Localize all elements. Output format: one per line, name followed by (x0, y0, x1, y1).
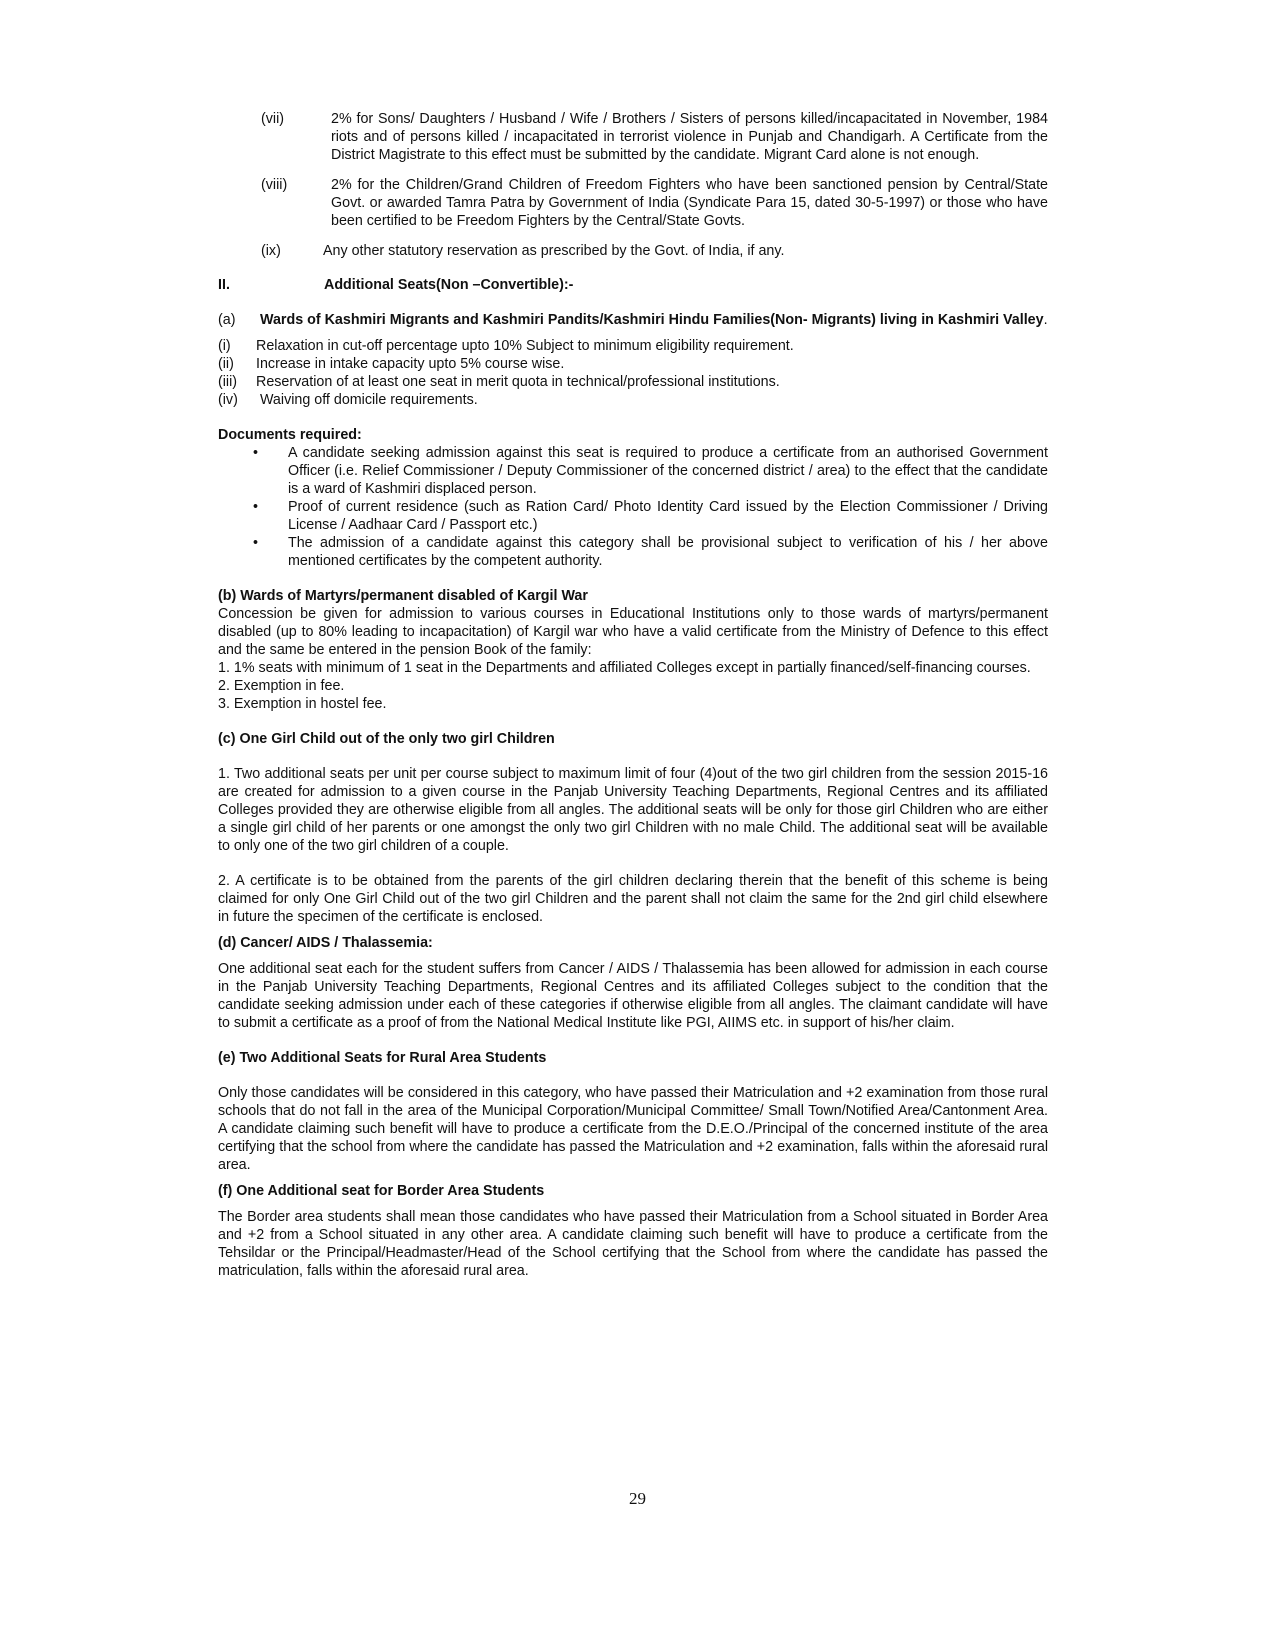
item-number: (ix) (261, 243, 281, 259)
item-text: Relaxation in cut-off percentage upto 10% Subject to minimum eligibility requirement. (256, 338, 794, 354)
kashmiri-benefits-list (218, 337, 1048, 409)
subsection-b-point: 3. Exemption in hostel fee. (218, 696, 387, 712)
item-number: (ii) (218, 356, 234, 372)
subsection-c (218, 730, 1048, 926)
subsection-d-text: One additional seat each for the student suffers from Cancer / AIDS / Thalassemia has been allowed for admission in each course in the Panjab University Teaching Departments, Regional Centres and its affiliated Colleges subject to the condition that the candidate seeking admission under each of these categories if otherwise eligible from all angles. The claimant candidate will have to submit a certificate as a proof of from the National Medical Institute like PGI, AIIMS etc. in support of his/her claim. (218, 961, 1048, 1031)
bullet-item (253, 534, 1048, 570)
subsection-b-heading: (b) Wards of Martyrs/permanent disabled of Kargil War (218, 588, 588, 604)
bullet-text: A candidate seeking admission against this seat is required to produce a certificate from an authorised Government Officer (i.e. Relief Commissioner / Deputy Commissioner of the concerned district / area) to the effect that the candidate is a ward of Kashmiri displaced person. (288, 445, 1048, 497)
bullet-icon: • (253, 445, 259, 461)
list-item (218, 355, 1048, 373)
subsection-a-heading (218, 311, 1048, 329)
item-number: (iv) (218, 392, 238, 408)
subsection-f-heading: (f) One Additional seat for Border Area Students (218, 1183, 545, 1199)
subsection-e (218, 1049, 1048, 1174)
item-text: 2% for Sons/ Daughters / Husband / Wife / Brothers / Sisters of persons killed/incapacitated in November, 1984 riots and of persons killed / incapacitated in terrorist violence in Punjab and Chandigarh. A Certificate from the District Magistrate to this effect must be submitted by the candidate. Migrant Card alone is not enough. (331, 111, 1048, 163)
subsection-title: Wards of Kashmiri Migrants and Kashmiri Pandits/Kashmiri Hindu Families(Non- Migrants) living in Kashmiri Valley (260, 312, 1044, 328)
bullet-icon: • (253, 535, 259, 551)
subsection-b-point: 1. 1% seats with minimum of 1 seat in the Departments and affiliated Colleges except in partially financed/self-financing courses. (218, 660, 1031, 676)
documents-list (253, 444, 1048, 570)
page-content (218, 110, 1048, 1280)
list-item-vii (261, 110, 1048, 164)
subsection-f (218, 1182, 1048, 1280)
section-title: Additional Seats(Non –Convertible):- (324, 277, 574, 293)
bullet-text: Proof of current residence (such as Ration Card/ Photo Identity Card issued by the Election Commissioner / Driving License / Aadhaar Card / Passport etc.) (288, 499, 1048, 533)
item-text: Increase in intake capacity upto 5% course wise. (256, 356, 565, 372)
list-item-ix (261, 242, 1048, 260)
subsection-b-point: 2. Exemption in fee. (218, 678, 345, 694)
documents-required-heading: Documents required: (218, 427, 362, 443)
subsection-e-heading: (e) Two Additional Seats for Rural Area Students (218, 1050, 547, 1066)
bullet-icon: • (253, 499, 259, 515)
subsection-c-heading: (c) One Girl Child out of the only two girl Children (218, 731, 555, 747)
list-item (218, 391, 1048, 409)
bullet-item (253, 444, 1048, 498)
item-text: Reservation of at least one seat in merit quota in technical/professional institutions. (256, 374, 780, 390)
subsection-e-text: Only those candidates will be considered in this category, who have passed their Matriculation and +2 examination from those rural schools that do not fall in the area of the Municipal Corporation/Municipal Committee/ Small Town/Notified Area/Cantonment Area. A candidate claiming such benefit will have to produce a certificate from the D.E.O./Principal of the concerned institute of the area certifying that the school from where the candidate has passed the Matriculation and +2 examination, falls within the aforesaid rural area. (218, 1085, 1048, 1173)
section-number: II. (218, 277, 230, 293)
item-number: (iii) (218, 374, 238, 390)
bullet-item (253, 498, 1048, 534)
item-text: Any other statutory reservation as prescribed by the Govt. of India, if any. (323, 243, 785, 259)
subsection-f-text: The Border area students shall mean those candidates who have passed their Matriculation from a School situated in Border Area and +2 from a School situated in any other area. A candidate claiming such benefit will have to produce a certificate from the Tehsildar or the Principal/Headmaster/Head of the School certifying that the School from where the candidate has passed the matriculation, falls within the aforesaid rural area. (218, 1209, 1048, 1279)
item-text: Waiving off domicile requirements. (256, 392, 478, 408)
subsection-d (218, 934, 1048, 1032)
subsection-b-intro: Concession be given for admission to various courses in Educational Institutions only to those wards of martyrs/permanent disabled (up to 80% leading to incapacitation) of Kargil war who have a valid certificate from the Ministry of Defence to this effect and the same be entered in the pension Book of the family: (218, 606, 1048, 658)
list-item (218, 373, 1048, 391)
item-number: (viii) (261, 177, 288, 193)
bullet-text: The admission of a candidate against this category shall be provisional subject to verification of his / her above mentioned certificates by the competent authority. (288, 535, 1048, 569)
item-text: 2% for the Children/Grand Children of Freedom Fighters who have been sanctioned pension by Central/State Govt. or awarded Tamra Patra by Government of India (Syndicate Para 15, dated 30-5-1997) or those who have been certified to be Freedom Fighters by the Central/State Govts. (331, 177, 1048, 229)
subsection-d-heading: (d) Cancer/ AIDS / Thalassemia: (218, 935, 433, 951)
item-number: (i) (218, 338, 231, 354)
subsection-c-paragraph-2: 2. A certificate is to be obtained from the parents of the girl children declaring therein that the benefit of this scheme is being claimed for only One Girl Child out of the two girl Children and the parent shall not claim the same for the 2nd girl child elsewhere in future the specimen of the certificate is enclosed. (218, 873, 1048, 925)
title-period: . (1043, 312, 1048, 328)
section-heading-additional-seats (218, 276, 1048, 294)
subsection-number: (a) (218, 312, 236, 328)
subsection-b (218, 587, 1048, 713)
page-number: 29 (629, 1489, 646, 1508)
list-item (218, 337, 1048, 355)
subsection-c-paragraph-1: 1. Two additional seats per unit per course subject to maximum limit of four (4)out of the two girl children from the session 2015-16 are created for admission to a given course in the Panjab University Teaching Departments, Regional Centres and its affiliated Colleges provided they are otherwise eligible from all angles. The additional seats will be only for those girl Children who are either a single girl child of her parents or one amongst the only two girl Children with no male Child. The additional seat will be available to only one of the two girl children of a couple. (218, 766, 1048, 854)
item-number: (vii) (261, 111, 285, 127)
list-item-viii (261, 176, 1048, 230)
